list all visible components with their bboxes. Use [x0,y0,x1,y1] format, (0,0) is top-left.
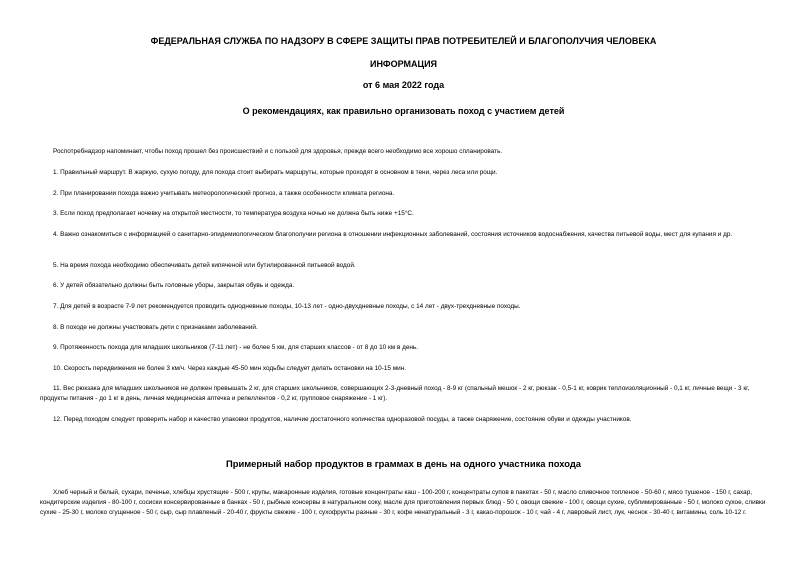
list-item: 5. На время похода необходимо обеспечивать детей кипяченой или бутилированной питьевой водой. [53,262,356,269]
intro-paragraph: Роспотребнадзор напоминает, чтобы поход прошел без происшествий и с пользой для здоровья, прежде всего необходимо все хорошо спланировать. [53,148,503,155]
products-paragraph: Хлеб черный и белый, сухари, печенье, хлебцы хрустящие - 500 г, крупы, макаронные изделия, готовые концентраты каш - 100-200 г, концентраты супов в пакетах - 50 г, масло сливочное топленое - 50-60 г, мясо тушеное - 150 г, сахар, кондитерские изделия - 80-100 г, сосиски консервированные в банках - 50 г, рыбные консервы в натуральном соку, масле для приготовления первых блюд - 50 г, овощи свежие - 100 г, овощи сухие, сублимированные - 50 г, молоко сухое, сливки сухие - 25-30 г, молоко сгущенное - 50 г, сыр, сыр плавленый - 20-40 г, фрукты свежие - 100 г, сухофрукты разные - 30 г, кофе ненатуральный - 3 г, какао-порошок - 10 г, чай - 4 г, лавровый лист, лук, чеснок - 30-40 г, витамины, соль 10-12 г. [40,489,766,516]
list-item: 11. Вес рюкзака для младших школьников не должен превышать 2 кг, для старших школьников, совершающих 2-3-дневный поход - 8-9 кг (спальный мешок - 2 кг, рюкзак - 0,5-1 кг, коврик теплоизоляционный - 0,1 кг, личные вещи - 3 кг, продукты питания - до 1 кг в день, личная медицинская аптечка и репеллентов - 0,2 кг, групповое снаряжение - 1 кг). [40,385,750,402]
list-item: 12. Перед походом следует проверить набор и качество упаковки продуктов, наличие достаточного количества одноразовой посуды, а также снаряжение, состояние обуви и одежды участников. [53,416,632,423]
section-title: Примерный набор продуктов в граммах в день на одного участника похода [226,458,581,469]
doc-date: от 6 мая 2022 года [362,80,445,90]
doc-title: О рекомендациях, как правильно организовать поход с участием детей [242,106,565,116]
agency-heading: ФЕДЕРАЛЬНАЯ СЛУЖБА ПО НАДЗОРУ В СФЕРЕ ЗАЩИТЫ ПРАВ ПОТРЕБИТЕЛЕЙ И БЛАГОПОЛУЧИЯ ЧЕЛОВЕКА [150,36,657,46]
list-item: 8. В походе не должны участвовать дети с признаками заболеваний. [53,324,258,331]
list-item: 9. Протяженность похода для младших школьников (7-11 лет) - не более 5 км, для старших классов - от 8 до 10 км в день. [53,344,419,351]
list-item: 7. Для детей в возрасте 7-9 лет рекомендуется проводить однодневные походы, 10-13 лет - одно-двухдневные походы, с 14 лет - двух-трехдневные походы. [53,303,521,310]
list-item: 1. Правильный маршрут. В жаркую, сухую погоду, для похода стоит выбирать маршруты, которые проходят в основном в тени, через леса или рощи. [53,169,498,176]
list-item: 3. Если поход предполагает ночевку на открытой местности, то температура воздуха ночью не должна быть ниже +15°С. [53,210,414,217]
list-item: 2. При планировании похода важно учитывать метеорологический прогноз, а также особенности климата региона. [53,190,395,197]
doc-type-heading: ИНФОРМАЦИЯ [369,59,438,69]
list-item: 6. У детей обязательно должны быть головные уборы, закрытая обувь и одежда. [53,282,295,289]
list-item: 10. Скорость передвижения не более 3 км/ч. Через каждые 45-50 мин ходьбы следует делать остановки на 10-15 мин. [53,365,407,372]
list-item: 4. Важно ознакомиться с информацией о санитарно-эпидемиологическом благополучии региона в отношении инфекционных заболеваний, состояния источников водоснабжения, качества питьевой воды, мест для купания и др. [53,231,733,238]
